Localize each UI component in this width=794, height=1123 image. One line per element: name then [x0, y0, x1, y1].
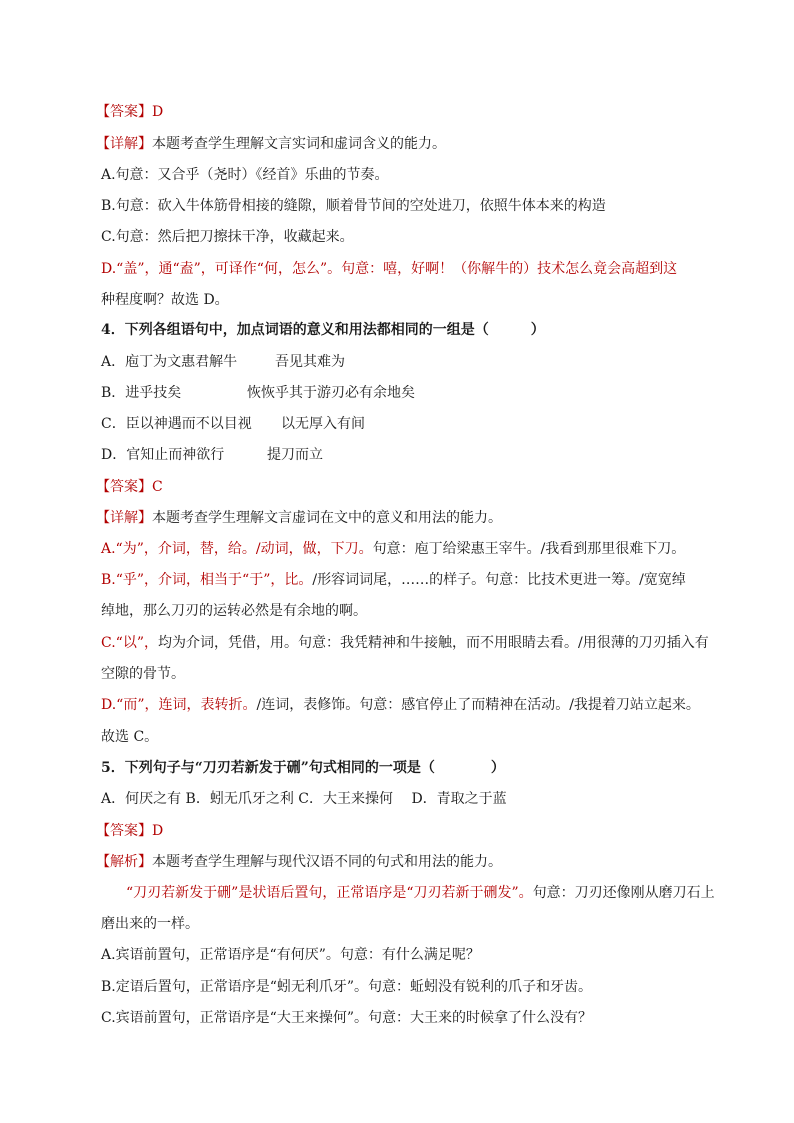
answer-value: C	[152, 479, 163, 495]
q5-explain-c: C.宾语前置句，正常语序是“大王来操何”。句意：大王来的时候拿了什么没有？	[101, 1010, 592, 1026]
q5-explain-b: B.定语后置句，正常语序是“蚓无利爪牙”。句意：蚯蚓没有锐利的爪子和牙齿。	[101, 979, 593, 995]
detail-tag: 【详解】	[96, 136, 152, 152]
q4-option-a-left: A．庖丁为文惠君解牛	[101, 354, 238, 370]
answer-tag: 【答案】	[96, 823, 152, 839]
q4-option-b-left: B．进乎技矣	[101, 385, 182, 401]
q4-explain-a	[101, 539, 685, 559]
q5-intro-meaning: 句意：刀刃还像刚从磨刀石上	[532, 885, 715, 901]
q4-explain-c-meaning: 均为介词，凭借，用。句意：我凭精神和牛接触，而不用眼睛去看。/用很薄的刀刃插入有	[157, 635, 709, 651]
explain-line-b: B.句意：砍入牛体筋骨相接的缝隙，顺着骨节间的空处进刀，依照牛体本来的构造	[101, 198, 606, 214]
q4-option-c	[101, 414, 365, 434]
q4-explain-d	[101, 695, 700, 715]
q4-conclusion: 故选 C。	[101, 729, 159, 745]
q4-explain-c-note: C.“以”，	[101, 635, 158, 651]
analysis-tag: 【解析】	[96, 854, 152, 870]
answer-value: D	[152, 823, 164, 839]
question-5: 5．下列句子与“刀刃若新发于硎”句式相同的一项是（ ）	[101, 760, 505, 776]
q4-answer-line	[96, 477, 163, 497]
explain-line-a: A.句意：又合乎（尧时）《经首》乐曲的节奏。	[101, 167, 389, 183]
q4-option-d	[101, 445, 323, 465]
q4-option-d-right: 提刀而立	[267, 447, 323, 463]
detail-text: 本题考查学生理解文言虚词在文中的意义和用法的能力。	[152, 510, 502, 526]
question-4: 4．下列各组语句中，加点词语的意义和用法都相同的一组是（ ）	[101, 322, 545, 338]
explain-line-c: C.句意：然后把刀擦抹干净，收藏起来。	[101, 229, 354, 245]
q5-options: A．何厌之有 B．蚓无爪牙之利 C．大王来操何 D．青取之于蓝	[101, 791, 507, 807]
detail-text: 本题考查学生理解文言实词和虚词含义的能力。	[152, 136, 446, 152]
answer-tag: 【答案】	[96, 479, 152, 495]
q5-intro	[126, 883, 715, 903]
q4-option-c-left: C．臣以神遇而不以目视	[101, 416, 252, 432]
q4-explain-c-cont: 空隙的骨节。	[101, 666, 185, 682]
q4-option-b	[101, 383, 415, 403]
q5-explain-a: A.宾语前置句，正常语序是“有何厌”。句意：有什么满足呢？	[101, 947, 480, 963]
detail-line	[96, 134, 446, 154]
q4-explain-c	[101, 633, 709, 653]
q4-explain-b-meaning: /形容词词尾，……的样子。句意：比技术更进一筹。/宽宽绰	[312, 572, 686, 588]
q5-analysis-line	[96, 852, 502, 872]
q5-intro-note: “刀刃若新发于硎”是状语后置句，正常语序是“刀刃若新于硎发”。	[126, 885, 533, 901]
q4-explain-d-meaning: /连词，表修饰。句意：感官停止了而精神在活动。/我提着刀站立起来。	[256, 697, 700, 713]
q4-option-d-left: D．官知止而神欲行	[101, 447, 225, 463]
q4-explain-b-cont: 绰地，那么刀刃的运转必然是有余地的啊。	[101, 603, 367, 619]
detail-tag: 【详解】	[96, 510, 152, 526]
q4-explain-d-note: D.“而”，连词，表转折。	[101, 697, 257, 713]
q5-answer-line	[96, 821, 163, 841]
q4-option-c-right: 以无厚入有间	[281, 416, 365, 432]
q4-option-b-right: 恢恢乎其于游刃必有余地矣	[247, 385, 415, 401]
analysis-text: 本题考查学生理解与现代汉语不同的句式和用法的能力。	[152, 854, 502, 870]
explain-line-d-cont: 种程度啊？故选 D。	[101, 292, 229, 308]
q4-explain-a-note: A.“为”，介词，替，给。/动词，做，下刀。	[101, 541, 373, 557]
q5-intro-cont: 磨出来的一样。	[101, 916, 199, 932]
q4-option-a-right: 吾见其难为	[275, 354, 345, 370]
q4-option-a	[101, 352, 345, 372]
answer-value: D	[152, 104, 164, 120]
q4-detail-line	[96, 508, 502, 528]
answer-tag: 【答案】	[96, 104, 152, 120]
q4-explain-b	[101, 570, 686, 590]
answer-line	[96, 102, 163, 122]
q4-explain-a-meaning: 句意：庖丁给梁惠王宰牛。/我看到那里很难下刀。	[372, 541, 686, 557]
q4-explain-b-note: B.“乎”，介词，相当于“于”，比。	[101, 572, 313, 588]
explain-line-d: D.“盖”，通“盍”，可译作“何，怎么”。句意：嘻，好啊！（你解牛的）技术怎么竟会高超到这	[101, 261, 678, 277]
